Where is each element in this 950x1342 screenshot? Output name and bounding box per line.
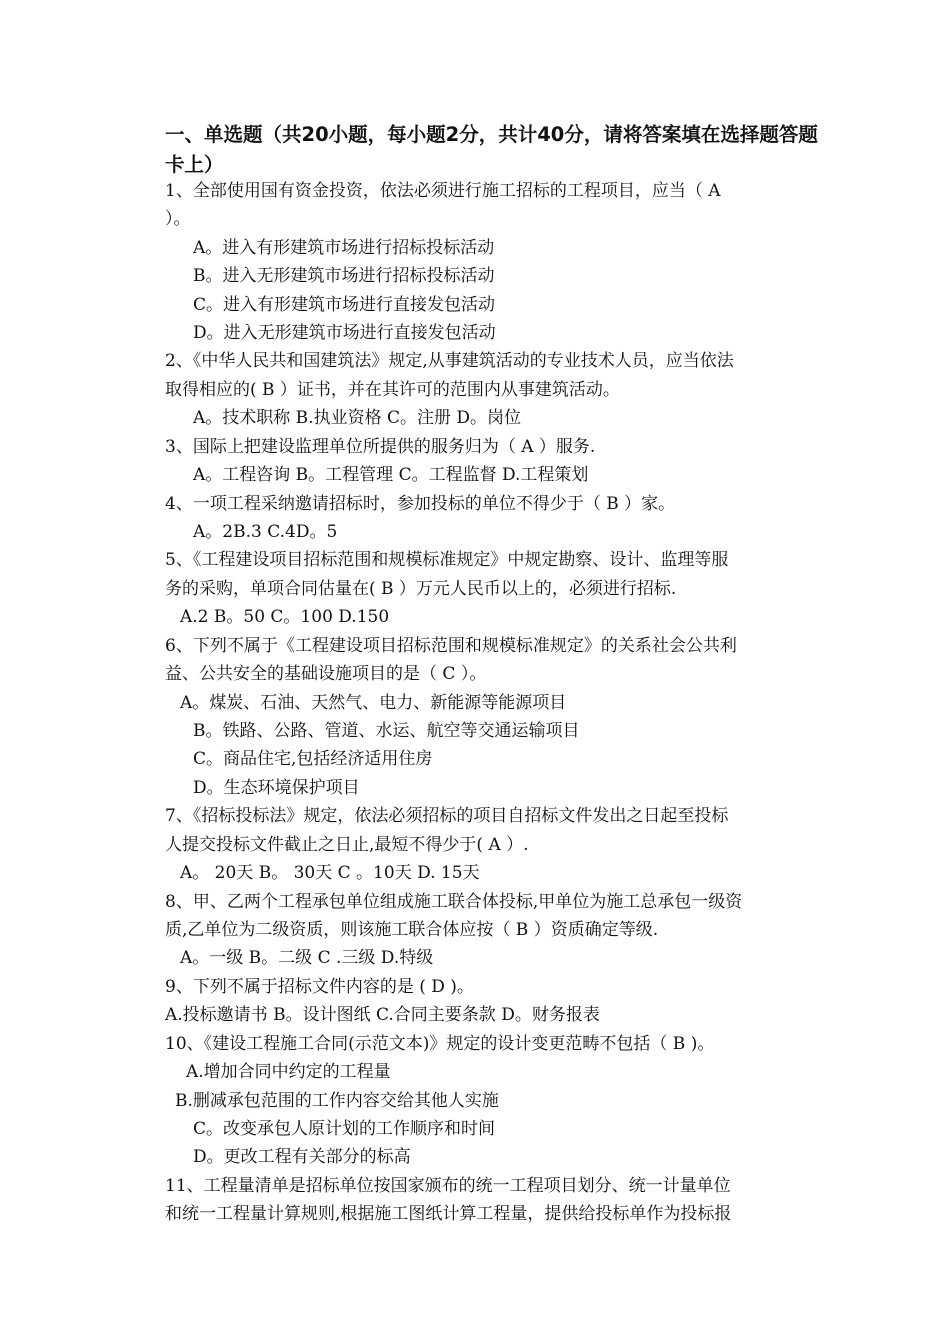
- q10-option-d: D。更改工程有关部分的标高: [193, 1147, 411, 1167]
- q5-stem-line-2: 务的采购，单项合同估量在( B ）万元人民币以上的，必须进行招标.: [165, 579, 677, 599]
- q6-stem-line-1: 6、下列不属于《工程建设项目招标范围和规模标准规定》的关系社会公共利: [165, 636, 737, 656]
- q7-stem-line-2: 人提交投标文件截止之日止,最短不得少于( A ）.: [165, 835, 529, 855]
- q10-option-c: C。改变承包人原计划的工作顺序和时间: [193, 1119, 496, 1139]
- q8-options: A。一级 B。二级 C .三级 D.特级: [180, 948, 434, 968]
- q4-stem: 4、一项工程采纳邀请招标时，参加投标的单位不得少于（ B ）家。: [165, 494, 676, 514]
- q6-option-c: C。商品住宅,包括经济适用住房: [193, 749, 433, 769]
- q1-stem-line-2: ）。: [165, 209, 191, 229]
- q2-stem-line-2: 取得相应的( B ）证书，并在其许可的范围内从事建筑活动。: [165, 380, 620, 400]
- q5-options: A.2 B。50 C。100 D.150: [180, 607, 390, 627]
- q2-stem-line-1: 2、《中华人民共和国建筑法》规定,从事建筑活动的专业技术人员，应当依法: [165, 351, 734, 371]
- q10-option-a: A.增加合同中约定的工程量: [186, 1062, 391, 1082]
- q10-option-b: B.删减承包范围的工作内容交给其他人实施: [175, 1091, 499, 1111]
- q10-stem: 10、《建设工程施工合同(示范文本)》规定的设计变更范畴不包括（ B )。: [165, 1034, 715, 1054]
- q8-stem-line-2: 质,乙单位为二级资质，则该施工联合体应按（ B ）资质确定等级.: [165, 920, 659, 940]
- q3-stem: 3、国际上把建设监理单位所提供的服务归为（ A ）服务.: [165, 437, 596, 457]
- q1-option-d: D。进入无形建筑市场进行直接发包活动: [193, 323, 496, 343]
- q8-stem-line-1: 8、甲、乙两个工程承包单位组成施工联合体投标,甲单位为施工总承包一级资: [165, 892, 743, 912]
- q11-stem-line-2: 和统一工程量计算规则,根据施工图纸计算工程量，提供给投标单作为投标报: [165, 1204, 732, 1224]
- q4-options: A。2B.3 C.4D。5: [193, 522, 338, 542]
- q2-options: A。技术职称 B.执业资格 C。注册 D。岗位: [193, 408, 522, 428]
- q6-stem-line-2: 益、公共安全的基础设施项目的是（ C ）。: [165, 664, 487, 684]
- section-heading: 一、单选题（共20小题，每小题2分，共计40分，请将答案填在选择题答题卡上）: [165, 123, 818, 176]
- q9-options: A.投标邀请书 B。设计图纸 C.合同主要条款 D。财务报表: [165, 1005, 600, 1025]
- q1-option-c: C。进入有形建筑市场进行直接发包活动: [193, 295, 496, 315]
- q9-stem: 9、下列不属于招标文件内容的是 ( D )。: [165, 977, 474, 997]
- q1-option-a: A。进入有形建筑市场进行招标投标活动: [193, 238, 495, 258]
- q7-options: A。 20天 B。 30天 C 。10天 D. 15天: [180, 863, 480, 883]
- q1-option-b: B。进入无形建筑市场进行招标投标活动: [193, 266, 495, 286]
- q6-option-d: D。生态环境保护项目: [193, 778, 360, 798]
- q11-stem-line-1: 11、工程量清单是招标单位按国家颁布的统一工程项目划分、统一计量单位: [165, 1176, 731, 1196]
- q3-options: A。工程咨询 B。工程管理 C。工程监督 D.工程策划: [193, 465, 589, 485]
- q6-option-a: A。煤炭、石油、天然气、电力、新能源等能源项目: [180, 693, 567, 713]
- q5-stem-line-1: 5、《工程建设项目招标范围和规模标准规定》中规定勘察、设计、监理等服: [165, 550, 729, 570]
- q1-stem-line-1: 1、全部使用国有资金投资，依法必须进行施工招标的工程项目，应当（ A: [165, 181, 721, 201]
- q6-option-b: B。铁路、公路、管道、水运、航空等交通运输项目: [193, 721, 580, 741]
- q7-stem-line-1: 7、《招标投标法》规定，依法必须招标的项目自招标文件发出之日起至投标: [165, 806, 729, 826]
